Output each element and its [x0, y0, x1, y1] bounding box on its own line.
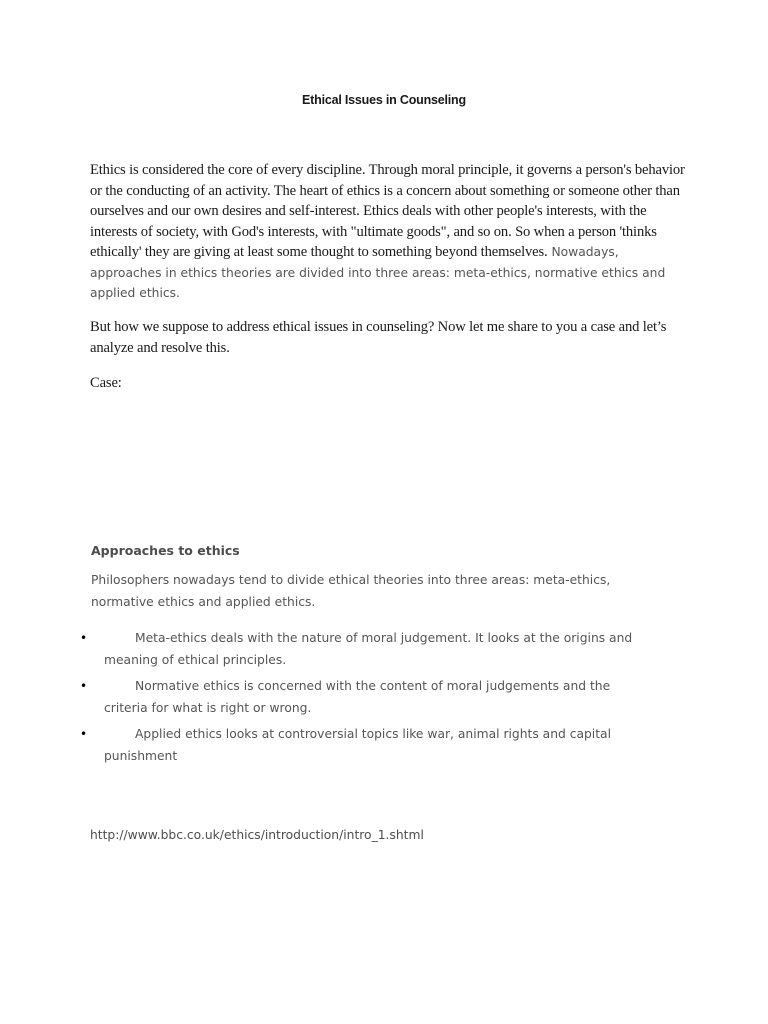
bullet-icon: • — [80, 679, 88, 693]
question-paragraph: But how we suppose to address ethical issues in counseling? Now let me share to you a case and let’s analyze and resolve this. — [90, 319, 667, 356]
section-heading: Approaches to ethics — [91, 543, 240, 558]
list-item-text: Normative ethics is concerned with the content of moral judgements and the criteria for what is right or wrong. — [104, 679, 611, 715]
case-label: Case: — [90, 375, 122, 391]
source-url-link[interactable]: http://www.bbc.co.uk/ethics/introduction/intro_1.shtml — [90, 828, 424, 842]
section-intro-paragraph: Philosophers nowadays tend to divide ethical theories into three areas: meta-ethics, normative ethics and applied ethics. — [91, 573, 611, 609]
intro-paragraph-main-text: Ethics is considered the core of every discipline. Through moral principle, it governs a person's behavior or the conducting of an activity. The heart of ethics is a concern about something or someone other than ourselves and our own desires and self-interest. Ethics deals with other people's interests, with the interests of society, with God's interests, with "ultimate goods", and so on. So when a person 'thinks ethically' they are giving at least some thought to something beyond themselves. — [90, 162, 685, 260]
list-item-text: Meta-ethics deals with the nature of moral judgement. It looks at the origins and meaning of ethical principles. — [104, 631, 633, 667]
intro-paragraph-areas-text: Nowadays, approaches in ethics theories are divided into three areas: meta-ethics, normative ethics and applied ethics. — [90, 245, 666, 300]
intro-paragraph — [90, 160, 685, 304]
bullet-icon: • — [80, 631, 88, 645]
document-title: Ethical Issues in Counseling — [302, 93, 466, 107]
list-item-text: Applied ethics looks at controversial topics like war, animal rights and capital punishment — [104, 727, 611, 763]
bullet-icon: • — [80, 727, 88, 741]
